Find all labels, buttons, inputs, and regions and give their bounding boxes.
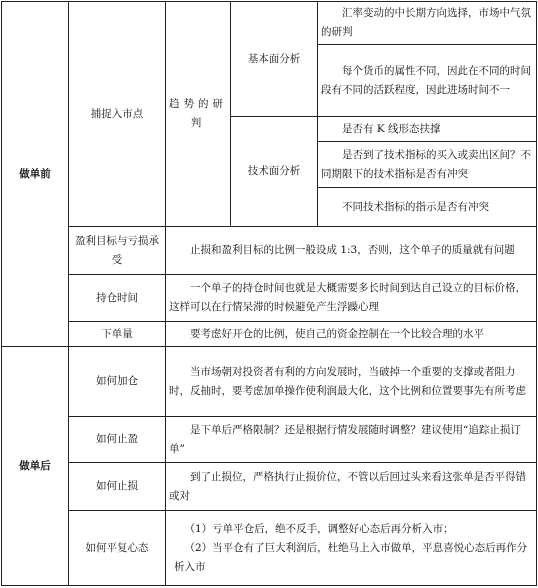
row-text: 止损和盈利目标的比例一般设成 1:3，否则，这个单子的质量就有问题 bbox=[166, 227, 537, 275]
row-label: 如何加仓 bbox=[69, 347, 166, 417]
technical-item: 是否到了技术指标的买入或卖出区间？不同期限下的技术指标是否有冲突 bbox=[318, 142, 537, 188]
table-row bbox=[2, 322, 537, 347]
technical-item: 不同技术指标的指示是否有冲突 bbox=[318, 188, 537, 227]
table-row bbox=[2, 347, 537, 417]
table-row bbox=[2, 2, 537, 45]
row-text: 当市场朝对投资者有利的方向发展时，当破掉一个重要的支撑或者阻力时，反抽时，要考虑加单操作使利润最大化，这个比例和位置要事先有所考虑 bbox=[166, 347, 537, 417]
table-row bbox=[2, 463, 537, 511]
row-text: 要考虑好开仓的比例，使自己的资金控制在一个比较合理的水平 bbox=[166, 322, 537, 347]
row-text: 是下单后严格限制？还是根据行情发展随时调整？建议使用“追踪止损订单” bbox=[166, 417, 537, 463]
capture-entry-label: 捕捉入市点 bbox=[69, 2, 166, 227]
row-label: 如何止损 bbox=[69, 463, 166, 511]
table-row bbox=[2, 511, 537, 586]
phase-after-label: 做单后 bbox=[2, 347, 69, 586]
row-label: 如何平复心态 bbox=[69, 511, 166, 586]
fundamental-item: 汇率变动的中长期方向选择，市场中气氛的研判 bbox=[318, 2, 537, 45]
trading-table bbox=[1, 1, 537, 586]
table-row bbox=[2, 275, 537, 322]
table-row bbox=[2, 417, 537, 463]
technical-analysis-label: 技术面分析 bbox=[231, 117, 318, 227]
row-text bbox=[166, 511, 537, 586]
fundamental-analysis-label: 基本面分析 bbox=[231, 2, 318, 117]
row-text: 一个单子的持仓时间也就是大概需要多长时间到达自己设立的目标价格，这样可以在行情呆滞的时候避免产生浮躁心理 bbox=[166, 275, 537, 322]
row-label: 盈利目标与亏损承受 bbox=[69, 227, 166, 275]
phase-before-label: 做单前 bbox=[2, 2, 69, 347]
fundamental-item: 每个货币的属性不同，因此在不同的时间段有不同的活跃程度，因此进场时间不一 bbox=[318, 45, 537, 117]
row-label: 如何止盈 bbox=[69, 417, 166, 463]
trend-judgement-label: 趋势的研判 bbox=[166, 2, 231, 227]
mindset-item: （2）当平仓有了巨大利润后，杜绝马上入市做单，平息喜悦心态后再作分析入市 bbox=[174, 541, 528, 573]
mindset-item: （1）亏单平仓后，绝不反手，调整好心态后再分析入市； bbox=[184, 522, 454, 535]
row-label: 持仓时间 bbox=[69, 275, 166, 322]
row-label: 下单量 bbox=[69, 322, 166, 347]
row-text: 到了止损位，严格执行止损价位，不管以后回过头来看这张单是否平得错或对 bbox=[166, 463, 537, 511]
technical-item: 是否有 K 线形态扶撑 bbox=[318, 117, 537, 142]
table-row bbox=[2, 227, 537, 275]
